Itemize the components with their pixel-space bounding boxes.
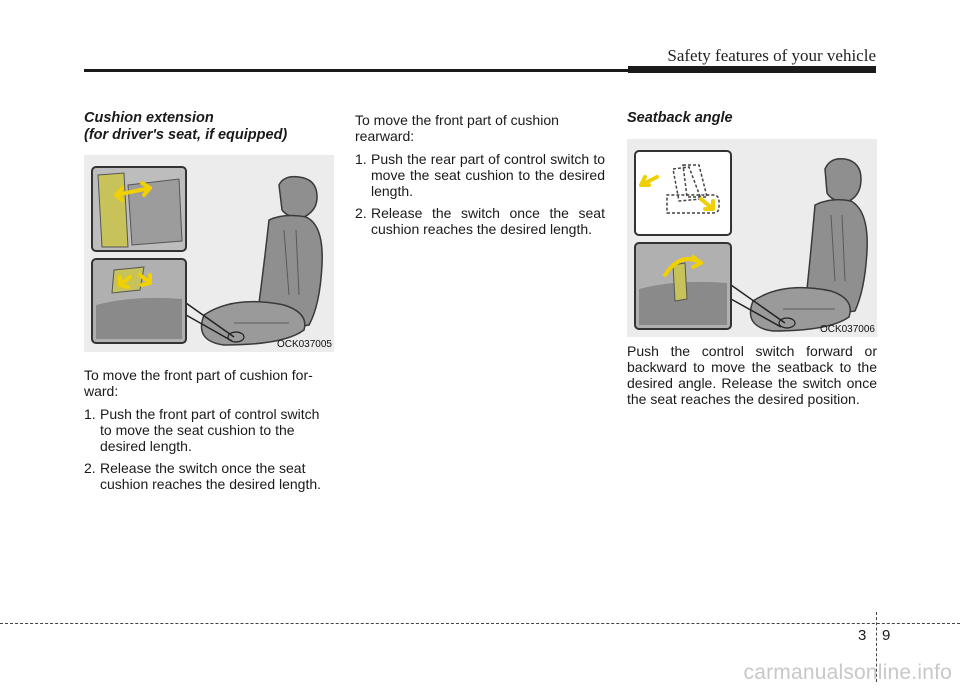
forward-steps-list [84,406,334,492]
list-item: 2. Release the switch once the seat cushion reaches the desired length. [355,205,605,237]
footer-rule [0,623,960,624]
running-header: Safety features of your vehicle [667,46,876,65]
cushion-extension-heading-line1: Cushion extension [84,110,214,126]
cushion-extension-heading [84,110,334,144]
column-seatback-angle [627,110,877,407]
list-item: 2. Release the switch once the seat cushion reaches the desired length. [84,460,322,492]
seatback-angle-heading: Seatback angle [627,110,733,126]
seatback-angle-text: Push the control switch forward or backward to move the seatback to the desired angle. Release the switch once the seat reaches the desired position. [627,343,877,407]
list-item: 1. Push the rear part of control switch to move the seat cushion to the desired length. [355,151,605,199]
list-item: 1. Push the front part of control switch to move the seat cushion to the desired length. [84,406,320,454]
forward-intro-text: To move the front part of cushion for-ward: [84,367,313,399]
seatback-illustration [627,139,877,337]
chapter-number: 3 [858,627,867,644]
figure-code-label: OCK037006 [819,324,875,335]
seat-cushion-illustration [84,155,334,352]
seatback-angle-figure [627,139,877,337]
rearward-intro-text: To move the front part of cushion rearward: [355,112,559,144]
column-cushion-extension [84,110,334,498]
watermark: carmanualsonline.info [743,661,952,684]
cushion-extension-heading-line2: (for driver's seat, if equipped) [84,127,288,143]
page-number: 9 [882,627,891,644]
header-tab-bar [628,66,876,73]
cushion-extension-figure [84,155,334,352]
rearward-steps-list [355,151,605,237]
column-rearward [355,110,605,243]
figure-code-label: OCK037005 [276,339,332,350]
